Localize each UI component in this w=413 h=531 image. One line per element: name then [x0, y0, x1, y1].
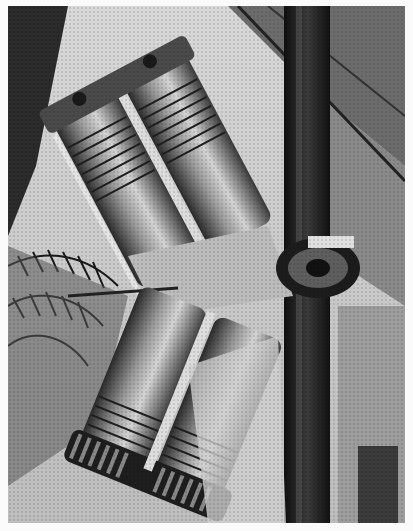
engine-photograph — [8, 6, 405, 523]
engine-photo-illustration — [8, 6, 405, 523]
halftone-overlay — [8, 6, 405, 523]
